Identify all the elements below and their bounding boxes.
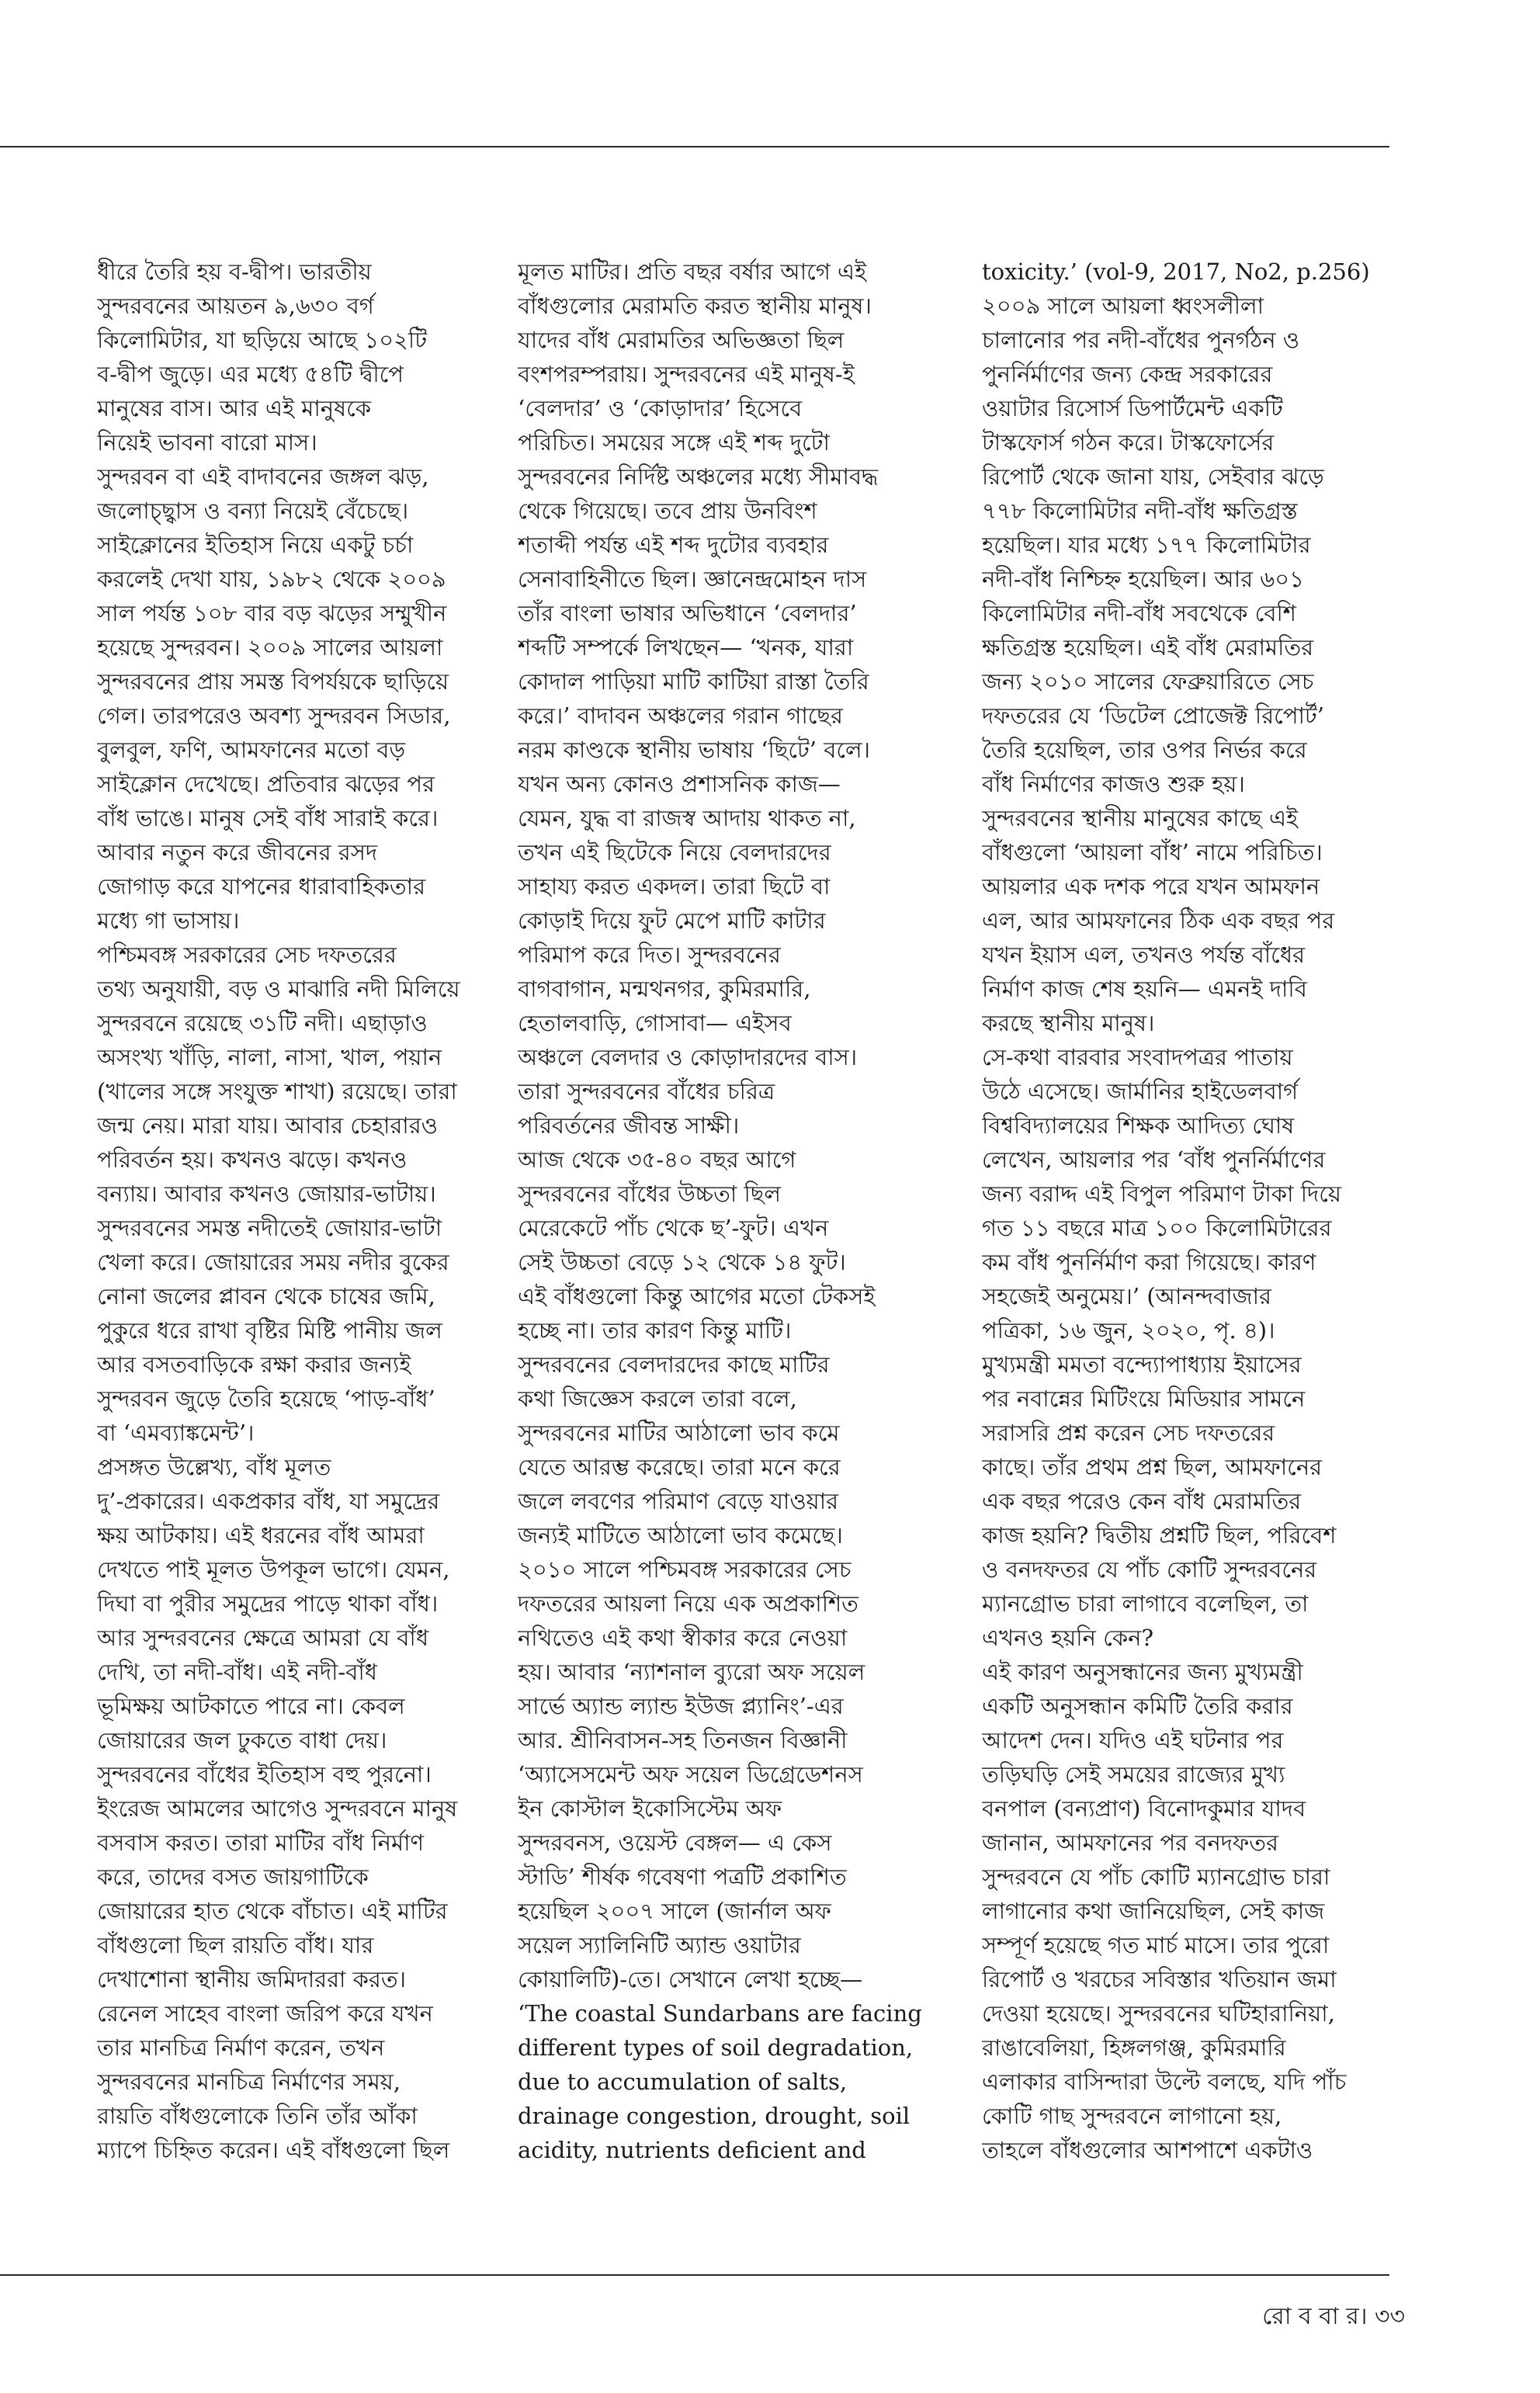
text-line: চালানোর পর নদী-বাঁধের পুনর্গঠন ও — [982, 327, 1300, 353]
text-line: সাল পর্যন্ত ১০৮ বার বড় ঝড়ের সম্মুখীন — [97, 600, 447, 626]
text-line: দেখাশোনা স্থানীয় জমিদাররা করত। — [97, 1966, 407, 1992]
text-line: হেতালবাড়ি, গোসাবা— এইসব — [518, 1010, 792, 1036]
text-line: সয়েল স্যালিনিটি অ্যান্ড ওয়াটার — [518, 1932, 801, 1958]
text-line: জন্য ২০১০ সালের ফেব্রুয়ারিতে সেচ — [982, 668, 1314, 695]
text-line: ২০০৯ সালে আয়লা ধ্বংসলীলা — [982, 293, 1264, 319]
text-line: কাছে। তাঁর প্রথম প্রশ্ন ছিল, আমফানের — [982, 1454, 1323, 1480]
text-line: due to accumulation of salts, — [518, 2069, 848, 2095]
text-line: সুন্দরবনস, ওয়েস্ট বেঙ্গল— এ কেস — [518, 1829, 832, 1856]
text-line: গেল। তারপরেও অবশ্য সুন্দরবন সিডার, — [97, 702, 451, 729]
text-line: মানুষের বাস। আর এই মানুষকে — [97, 395, 372, 421]
text-line: কোদাল পাড়িয়া মাটি কাটিয়া রাস্তা তৈরি — [518, 668, 869, 695]
text-line: জোগাড় করে যাপনের ধারাবাহিকতার — [97, 873, 426, 900]
text-line: তড়িঘড়ি সেই সময়ের রাজ্যের মুখ্য — [982, 1761, 1285, 1788]
text-line: ব-দ্বীপ জুড়ে। এর মধ্যে ৫৪টি দ্বীপে — [97, 361, 404, 387]
text-line: স্টাডি’ শীর্ষক গবেষণা পত্রটি প্রকাশিত — [518, 1864, 847, 1890]
text-line: পশ্চিমবঙ্গ সরকারের সেচ দফতরের — [97, 942, 397, 968]
text-line: রেনেল সাহেব বাংলা জরিপ করে যখন — [97, 2000, 433, 2027]
text-line: নিয়েই ভাবনা বারো মাস। — [97, 429, 317, 456]
text-line: পরিচিত। সময়ের সঙ্গে এই শব্দ দুটো — [518, 429, 830, 456]
text-line: থেকে গিয়েছে। তবে প্রায় উনবিংশ — [518, 498, 817, 524]
text-line: জোয়ারের জল ঢুকতে বাধা দেয়। — [97, 1727, 387, 1753]
text-line: উঠে এসেছে। জার্মানির হাইডেলবার্গ — [982, 1078, 1299, 1105]
text-line: আর বসতবাড়িকে রক্ষা করার জন্যই — [97, 1351, 411, 1378]
text-line: সহজেই অনুমেয়।’ (আনন্দবাজার — [982, 1283, 1271, 1309]
text-line: করে।’ বাদাবন অঞ্চলের গরান গাছের — [518, 702, 843, 729]
text-line: সে-কথা বারবার সংবাদপত্রর পাতায় — [982, 1044, 1293, 1070]
text-line: পরিবর্তন হয়। কখনও ঝড়ে। কখনও — [97, 1146, 408, 1173]
text-line: এই বাঁধগুলো কিন্তু আগের মতো টেকসই — [518, 1283, 876, 1309]
article-column-3 — [982, 255, 1401, 2167]
text-line: শব্দটি সম্পর্কে লিখছেন— ‘খনক, যারা — [518, 634, 854, 661]
text-line: এক বছর পরেও কেন বাঁধ মেরামতির — [982, 1488, 1302, 1514]
text-line: সুন্দরবনে রয়েছে ৩১টি নদী। এছাড়াও — [97, 1010, 428, 1036]
text-line: লাগানোর কথা জানিয়েছিল, সেই কাজ — [982, 1898, 1325, 1924]
text-line: সাইক্লোন দেখেছে। প্রতিবার ঝড়ের পর — [97, 771, 435, 797]
text-line: দিঘা বা পুরীর সমুদ্রের পাড়ে থাকা বাঁধ। — [97, 1590, 439, 1617]
text-line: এই কারণ অনুসন্ধানের জন্য মুখ্যমন্ত্রী — [982, 1659, 1303, 1685]
text-line: সুন্দরবনে যে পাঁচ কোটি ম্যানগ্রোভ চারা — [982, 1864, 1330, 1890]
text-line: নথিতেও এই কথা স্বীকার করে নেওয়া — [518, 1625, 848, 1651]
text-line: যেমন, যুদ্ধ বা রাজস্ব আদায় থাকত না, — [518, 805, 856, 831]
text-line: মূলত মাটির। প্রতি বছর বর্ষার আগে এই — [518, 258, 867, 285]
text-line: ইন কোস্টাল ইকোসিস্টেম অফ — [518, 1795, 782, 1822]
text-line: ক্ষয় আটকায়। এই ধরনের বাঁধ আমরা — [97, 1522, 425, 1549]
text-line: করলেই দেখা যায়, ১৯৮২ থেকে ২০০৯ — [97, 566, 446, 592]
text-line: সুন্দরবনের আয়তন ৯,৬৩০ বর্গ — [97, 293, 374, 319]
text-line: সুন্দরবনের বাঁধের ইতিহাস বহু পুরনো। — [97, 1761, 432, 1788]
text-line: বা ‘এমব্যাঙ্কমেন্ট’। — [97, 1420, 255, 1446]
text-line: জলোচ্ছ্বাস ও বন্যা নিয়েই বেঁচেছে। — [97, 498, 409, 524]
text-line: acidity, nutrients deficient and — [518, 2137, 866, 2163]
text-line: অঞ্চলে বেলদার ও কোড়াদারদের বাস। — [518, 1044, 858, 1070]
text-line: শতাব্দী পর্যন্ত এই শব্দ দুটোর ব্যবহার — [518, 532, 829, 558]
text-line: যেতে আরম্ভ করেছে। তারা মনে করে — [518, 1454, 841, 1480]
text-line: তাহলে বাঁধগুলোর আশপাশে একটাও — [982, 2137, 1313, 2163]
text-line: খেলা করে। জোয়ারের সময় নদীর বুকের — [97, 1249, 449, 1275]
text-line: মেরেকেটে পাঁচ থেকে ছ’-ফুট। এখন — [518, 1215, 829, 1241]
text-line: লেখেন, আয়লার পর ‘বাঁধ পুনর্নির্মাণের — [982, 1146, 1326, 1173]
text-line: সেনাবাহিনীতে ছিল। জ্ঞানেন্দ্রমোহন দাস — [518, 566, 867, 592]
text-line: কোটি গাছ সুন্দরবনে লাগানো হয়, — [982, 2103, 1282, 2129]
text-line: জোয়ারের হাত থেকে বাঁচাত। এই মাটির — [97, 1898, 448, 1924]
text-line: আজ থেকে ৩৫-৪০ বছর আগে — [518, 1146, 796, 1173]
text-line: ক্ষতিগ্রস্ত হয়েছিল। এই বাঁধ মেরামতির — [982, 634, 1314, 661]
text-line: সরাসরি প্রশ্ন করেন সেচ দফতরের — [982, 1420, 1275, 1446]
text-line: দেওয়া হয়েছে। সুন্দরবনের ঘটিহারানিয়া, — [982, 2000, 1335, 2027]
text-line: হয়েছে সুন্দরবন। ২০০৯ সালের আয়লা — [97, 634, 443, 661]
text-line: different types of soil degradation, — [518, 2034, 914, 2061]
text-line: দফতরের আয়লা নিয়ে এক অপ্রকাশিত — [518, 1590, 858, 1617]
text-line: জলে লবণের পরিমাণ বেড়ে যাওয়ার — [518, 1488, 839, 1514]
text-line: আর. শ্রীনিবাসন-সহ তিনজন বিজ্ঞানী — [518, 1727, 848, 1753]
text-line: বংশপরম্পরায়। সুন্দরবনের এই মানুষ-ই — [518, 361, 855, 387]
text-line: ওয়াটার রিসোর্স ডিপার্টমেন্ট একটি — [982, 395, 1283, 421]
text-line: কাজ হয়নি? দ্বিতীয় প্রশ্নটি ছিল, পরিবেশ — [982, 1522, 1337, 1549]
text-line: দফতরের যে ‘ডিটেল প্রোজেক্ট রিপোর্ট’ — [982, 702, 1324, 729]
text-line: যাদের বাঁধ মেরামতির অভিজ্ঞতা ছিল — [518, 327, 845, 353]
text-line: রায়তি বাঁধগুলোকে তিনি তাঁর আঁকা — [97, 2103, 418, 2129]
text-line: পরিবর্তনের জীবন্ত সাক্ষী। — [518, 1112, 740, 1139]
text-line: হয়। আবার ‘ন্যাশনাল ব্যুরো অফ সয়েল — [518, 1659, 865, 1685]
text-line: বাঁধ নির্মাণের কাজও শুরু হয়। — [982, 771, 1245, 797]
text-line: নোনা জলের প্লাবন থেকে চাষের জমি, — [97, 1283, 435, 1309]
text-line: রিপোর্ট ও খরচের সবিস্তার খতিয়ান জমা — [982, 1966, 1337, 1992]
text-line: টাস্কফোর্স গঠন করে। টাস্কফোর্সের — [982, 429, 1275, 456]
text-line: ‘অ্যাসেসমেন্ট অফ সয়েল ডিগ্রেডেশনস — [518, 1761, 863, 1788]
text-line: বুলবুল, ফণি, আমফানের মতো বড় — [97, 737, 406, 763]
text-line: সাহায্য করত একদল। তারা ছিটে বা — [518, 873, 831, 900]
text-line: কিলোমিটার, যা ছড়িয়ে আছে ১০২টি — [97, 327, 428, 353]
text-line: ৭৭৮ কিলোমিটার নদী-বাঁধ ক্ষতিগ্রস্ত — [982, 498, 1298, 524]
text-line: বাগবাগান, মন্মথনগর, কুমিরমারি, — [518, 976, 811, 1002]
text-line: ‘The coastal Sundarbans are facing — [518, 2000, 922, 2027]
article-column-2 — [518, 255, 937, 2167]
text-line: একটি অনুসন্ধান কমিটি তৈরি করার — [982, 1693, 1293, 1719]
text-line: সেই উচ্চতা বেড়ে ১২ থেকে ১৪ ফুট। — [518, 1249, 846, 1275]
bottom-rule — [0, 2274, 1389, 2276]
text-line: পরিমাপ করে দিত। সুন্দরবনের — [518, 942, 781, 968]
text-line: সাইক্লোনের ইতিহাস নিয়ে একটু চর্চা — [97, 532, 414, 558]
text-line: বনপাল (বন্যপ্রাণ) বিনোদকুমার যাদব — [982, 1795, 1306, 1822]
text-line: ধীরে তৈরি হয় ব-দ্বীপ। ভারতীয় — [97, 258, 372, 285]
text-line: করছে স্থানীয় মানুষ। — [982, 1010, 1155, 1036]
text-line: তাঁর বাংলা ভাষার অভিধানে ‘বেলদার’ — [518, 600, 857, 626]
text-line: আয়লার এক দশক পরে যখন আমফান — [982, 873, 1320, 900]
text-line: বাঁধগুলো ‘আয়লা বাঁধ’ নামে পরিচিত। — [982, 839, 1323, 865]
text-line: জানান, আমফানের পর বনদফতর — [982, 1829, 1278, 1856]
text-line: কোয়ালিটি)-তে। সেখানে লেখা হচ্ছে— — [518, 1966, 863, 1992]
text-line: কথা জিজ্ঞেস করলে তারা বলে, — [518, 1386, 797, 1412]
text-line: জন্ম নেয়। মারা যায়। আবার চেহারারও — [97, 1112, 439, 1139]
text-line: ম্যাপে চিহ্নিত করেন। এই বাঁধগুলো ছিল — [97, 2137, 450, 2163]
text-line: ম্যানগ্রোভ চারা লাগাবে বলেছিল, তা — [982, 1590, 1309, 1617]
text-line: এলাকার বাসিন্দারা উল্টে বলছে, যদি পাঁচ — [982, 2069, 1347, 2095]
text-line: ২০১০ সালে পশ্চিমবঙ্গ সরকারের সেচ — [518, 1556, 852, 1583]
text-line: বিশ্ববিদ্যালয়ের শিক্ষক আদিত্য ঘোষ — [982, 1112, 1295, 1139]
text-line: toxicity.’ (vol-9, 2017, No2, p.256) — [982, 258, 1370, 285]
text-line: বাঁধ ভাঙে। মানুষ সেই বাঁধ সারাই করে। — [97, 805, 439, 831]
text-line: সুন্দরবন বা এই বাদাবনের জঙ্গল ঝড়, — [97, 463, 429, 490]
text-line: দেখি, তা নদী-বাঁধ। এই নদী-বাঁধ — [97, 1659, 378, 1685]
article-column-1 — [97, 255, 516, 2167]
text-line: তথ্য অনুযায়ী, বড় ও মাঝারি নদী মিলিয়ে — [97, 976, 460, 1002]
text-line: জন্য বরাদ্দ এই বিপুল পরিমাণ টাকা দিয়ে — [982, 1181, 1341, 1207]
text-line: এল, আর আমফানের ঠিক এক বছর পর — [982, 907, 1335, 934]
text-line: নদী-বাঁধ নিশ্চিহ্ন হয়েছিল। আর ৬০১ — [982, 566, 1304, 592]
text-line: মুখ্যমন্ত্রী মমতা বন্দ্যোপাধ্যায় ইয়াসের — [982, 1351, 1302, 1378]
text-line: সার্ভে অ্যান্ড ল্যান্ড ইউজ প্ল্যানিং’-এর — [518, 1693, 844, 1719]
text-line: তখন এই ছিটেকে নিয়ে বেলদারদের — [518, 839, 831, 865]
text-line: করে, তাদের বসত জায়গাটিকে — [97, 1864, 369, 1890]
text-line: প্রসঙ্গত উল্লেখ্য, বাঁধ মূলত — [97, 1454, 331, 1480]
text-line: তারা সুন্দরবনের বাঁধের চরিত্র — [518, 1078, 775, 1105]
text-line: হয়েছিল। যার মধ্যে ১৭৭ কিলোমিটার — [982, 532, 1311, 558]
text-line: হয়েছিল ২০০৭ সালে (জার্নাল অফ — [518, 1898, 831, 1924]
text-line: ও বনদফতর যে পাঁচ কোটি সুন্দরবনের — [982, 1556, 1317, 1583]
text-line: সুন্দরবনের স্থানীয় মানুষের কাছে এই — [982, 805, 1299, 831]
text-line: রিপোর্ট থেকে জানা যায়, সেইবার ঝড়ে — [982, 463, 1324, 490]
text-line: নির্মাণ কাজ শেষ হয়নি— এমনই দাবি — [982, 976, 1307, 1002]
text-line: (খালের সঙ্গে সংযুক্ত শাখা) রয়েছে। তারা — [97, 1078, 457, 1105]
text-line: সম্পূর্ণ হয়েছে গত মার্চ মাসে। তার পুরো — [982, 1932, 1330, 1958]
text-line: বন্যায়। আবার কখনও জোয়ার-ভাটায়। — [97, 1181, 436, 1207]
text-line: কোড়াই দিয়ে ফুট মেপে মাটি কাটার — [518, 907, 826, 934]
text-line: ‘বেলদার’ ও ‘কোড়াদার’ হিসেবে — [518, 395, 803, 421]
text-line: বসবাস করত। তারা মাটির বাঁধ নির্মাণ — [97, 1829, 425, 1856]
text-line: সুন্দরবনের মানচিত্র নির্মাণের সময়, — [97, 2069, 401, 2095]
text-line: পুনর্নির্মাণের জন্য কেন্দ্র সরকারের — [982, 361, 1273, 387]
text-line: আবার নতুন করে জীবনের রসদ — [97, 839, 378, 865]
text-line: দেখতে পাই মূলত উপকূল ভাগে। যেমন, — [97, 1556, 450, 1583]
page-footer: রো ব বা র। ৩৩ — [1262, 2303, 1405, 2330]
text-line: নরম কাণ্ডকে স্থানীয় ভাষায় ‘ছিটে’ বলে। — [518, 737, 871, 763]
text-line: বাঁধগুলো ছিল রায়তি বাঁধ। যার — [97, 1932, 374, 1958]
text-line: সুন্দরবনের নির্দিষ্ট অঞ্চলের মধ্যে সীমাবদ্ধ — [518, 463, 879, 490]
text-line: সুন্দরবন জুড়ে তৈরি হয়েছে ‘পাড়-বাঁধ’ — [97, 1386, 435, 1412]
text-line: অসংখ্য খাঁড়ি, নালা, নাসা, খাল, পয়ান — [97, 1044, 442, 1070]
text-line: সুন্দরবনের সমস্ত নদীতেই জোয়ার-ভাটা — [97, 1215, 442, 1241]
text-line: যখন অন্য কোনও প্রশাসনিক কাজ— — [518, 771, 841, 797]
text-line: ভূমিক্ষয় আটকাতে পারে না। কেবল — [97, 1693, 405, 1719]
text-line: পর নবান্নের মিটিংয়ে মিডিয়ার সামনে — [982, 1386, 1306, 1412]
text-line: তৈরি হয়েছিল, তার ওপর নির্ভর করে — [982, 737, 1307, 763]
text-line: যখন ইয়াস এল, তখনও পর্যন্ত বাঁধের — [982, 942, 1306, 968]
text-line: সুন্দরবনের মাটির আঠালো ভাব কমে — [518, 1420, 840, 1446]
text-line: কিলোমিটার নদী-বাঁধ সবথেকে বেশি — [982, 600, 1296, 626]
text-line: drainage congestion, drought, soil — [518, 2103, 910, 2129]
text-line: সুন্দরবনের বেলদারদের কাছে মাটির — [518, 1351, 830, 1378]
text-line: রাঙাবেলিয়া, হিঙ্গলগঞ্জ, কুমিরমারি — [982, 2034, 1286, 2061]
text-line: মধ্যে গা ভাসায়। — [97, 907, 240, 934]
text-line: কম বাঁধ পুনর্নির্মাণ করা গিয়েছে। কারণ — [982, 1249, 1316, 1275]
text-line: গত ১১ বছরে মাত্র ১০০ কিলোমিটারের — [982, 1215, 1332, 1241]
text-line: পত্রিকা, ১৬ জুন, ২০২০, পৃ. ৪)। — [982, 1317, 1275, 1344]
text-line: আর সুন্দরবনের ক্ষেত্রে আমরা যে বাঁধ — [97, 1625, 429, 1651]
text-line: হচ্ছে না। তার কারণ কিন্তু মাটি। — [518, 1317, 792, 1344]
text-line: বাঁধগুলোর মেরামতি করত স্থানীয় মানুষ। — [518, 293, 872, 319]
text-line: আদেশ দেন। যদিও এই ঘটনার পর — [982, 1727, 1284, 1753]
top-rule — [0, 146, 1389, 147]
text-line: সুন্দরবনের প্রায় সমস্ত বিপর্যয়কে ছাড়িয়ে — [97, 668, 449, 695]
text-line: জন্যই মাটিতে আঠালো ভাব কমেছে। — [518, 1522, 843, 1549]
text-line: পুকুরে ধরে রাখা বৃষ্টির মিষ্টি পানীয় জল — [97, 1317, 442, 1344]
text-line: সুন্দরবনের বাঁধের উচ্চতা ছিল — [518, 1181, 781, 1207]
text-line: ইংরেজ আমলের আগেও সুন্দরবনে মানুষ — [97, 1795, 458, 1822]
text-line: দু’-প্রকারের। একপ্রকার বাঁধ, যা সমুদ্রের — [97, 1488, 440, 1514]
text-line: এখনও হয়নি কেন? — [982, 1625, 1154, 1651]
text-line: তার মানচিত্র নির্মাণ করেন, তখন — [97, 2034, 385, 2061]
